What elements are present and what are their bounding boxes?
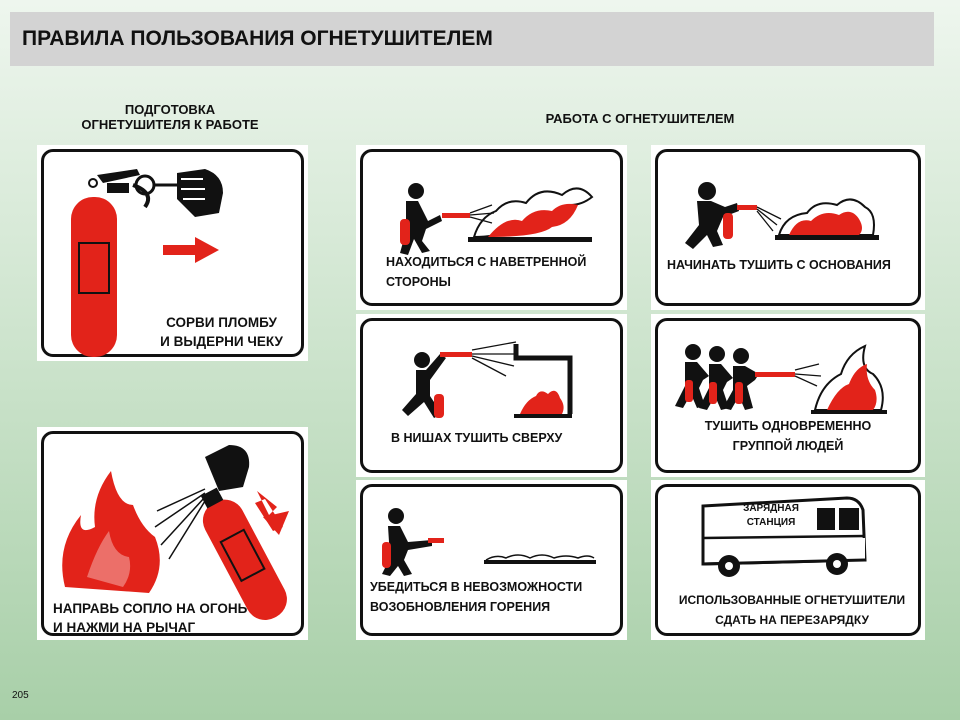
section-label-operation: РАБОТА С ОГНЕТУШИТЕЛЕМ (545, 111, 735, 126)
caption-group: ТУШИТЬ ОДНОВРЕМЕННО ГРУППОЙ ЛЮДЕЙ (704, 419, 872, 453)
caption-base: НАЧИНАТЬ ТУШИТЬ С ОСНОВАНИЯ (667, 258, 891, 272)
title-bar (10, 12, 934, 66)
card-check (356, 480, 627, 640)
card-pull-pin (37, 145, 308, 361)
card-group (651, 314, 925, 477)
card-base (651, 145, 925, 310)
caption-aim-press: НАПРАВЬ СОПЛО НА ОГОНЬ И НАЖМИ НА РЫЧАГ (53, 601, 248, 635)
base-illustration (651, 145, 925, 310)
caption-windward: НАХОДИТЬСЯ С НАВЕТРЕННОЙ СТОРОНЫ (386, 255, 587, 289)
card-niches (356, 314, 627, 477)
caption-recharge: ИСПОЛЬЗОВАННЫЕ ОГНЕТУШИТЕЛИ СДАТЬ НА ПЕРЕЗАРЯДКУ (678, 593, 906, 627)
van-label: ЗАРЯДНАЯ СТАНЦИЯ (743, 503, 799, 528)
page-number: 205 (12, 690, 29, 701)
caption-pull-pin: СОРВИ ПЛОМБУ И ВЫДЕРНИ ЧЕКУ (160, 315, 283, 349)
card-recharge (651, 480, 925, 640)
niches-illustration (356, 314, 627, 477)
page-title: ПРАВИЛА ПОЛЬЗОВАНИЯ ОГНЕТУШИТЕЛЕМ (22, 27, 493, 50)
caption-niches: В НИШАХ ТУШИТЬ СВЕРХУ (391, 431, 563, 445)
section-label-preparation: ПОДГОТОВКА ОГНЕТУШИТЕЛЯ К РАБОТЕ (81, 102, 259, 132)
caption-check: УБЕДИТЬСЯ В НЕВОЗМОЖНОСТИ ВОЗОБНОВЛЕНИЯ ГОРЕНИЯ (370, 580, 583, 614)
card-windward (356, 145, 627, 310)
card-aim-press (37, 427, 308, 640)
